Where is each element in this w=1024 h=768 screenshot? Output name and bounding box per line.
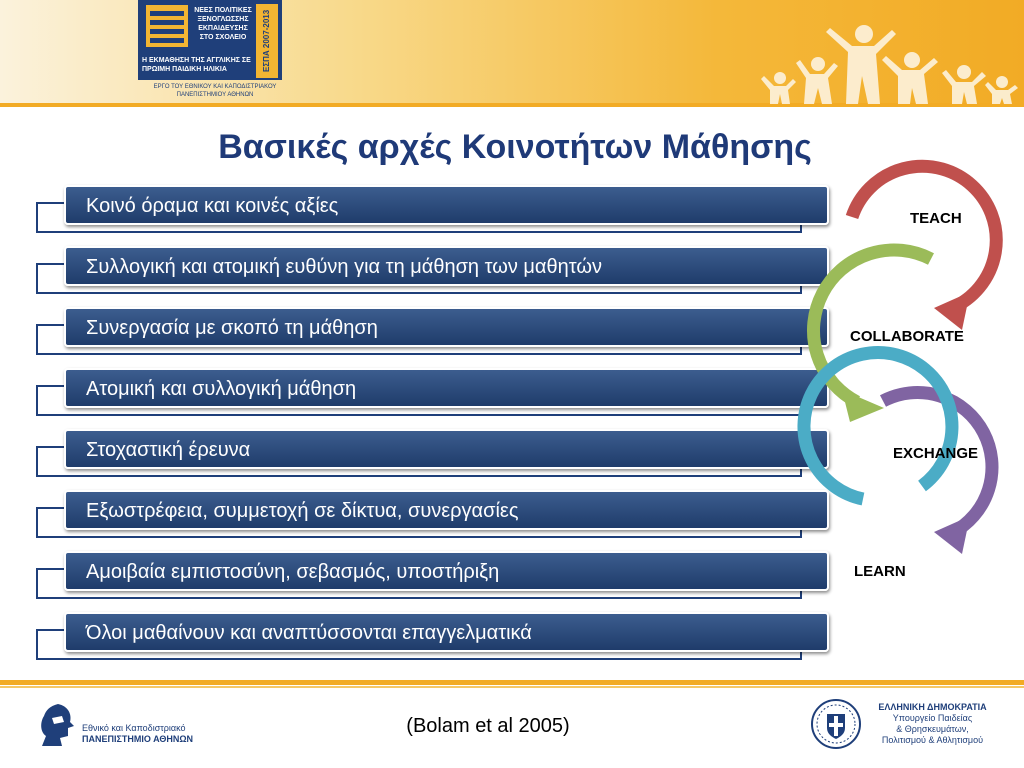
cycle-arc-learn <box>804 353 952 499</box>
government-line: ΕΛΛΗΝΙΚΗ ΔΗΜΟΚΡΑΤΙΑ <box>878 702 987 712</box>
cycle-arrowhead-collaborate <box>842 390 884 422</box>
list-item <box>36 368 802 416</box>
learning-cycle-diagram <box>790 130 1024 660</box>
list-item-label: Συλλογική και ατομική ευθύνη για τη μάθηση των μαθητών <box>86 256 602 278</box>
cycle-arrowhead-exchange <box>934 516 970 554</box>
list-item-pill <box>64 551 829 591</box>
list-item-pill <box>64 368 829 408</box>
program-caption <box>142 56 254 74</box>
espa-label: ΕΣΠΑ 2007-2013 <box>256 4 278 78</box>
footer-divider-thin <box>0 686 1024 688</box>
list-item-pill <box>64 490 829 530</box>
logo-line: ΝΕΕΣ ΠΟΛΙΤΙΚΕΣ <box>194 7 252 14</box>
program-subcaption <box>140 83 290 99</box>
footer-divider <box>0 680 1024 685</box>
subcaption-line: ΕΡΓΟ ΤΟΥ ΕΘΝΙΚΟΥ ΚΑΙ ΚΑΠΟΔΙΣΤΡΙΑΚΟΥ <box>153 84 277 90</box>
university-line: Εθνικό και Καποδιστριακό <box>82 723 186 733</box>
government-line: Υπουργείο Παιδείας <box>892 713 973 723</box>
athena-logo-icon <box>38 702 76 748</box>
list-item <box>36 429 802 477</box>
cycle-arc-teach <box>852 166 996 308</box>
list-item-label: Αμοιβαία εμπιστοσύνη, σεβασμός, υποστήριξη <box>86 561 500 583</box>
list-item <box>36 307 802 355</box>
list-item-pill <box>64 246 829 286</box>
caption-line: Η ΕΚΜΑΘΗΣΗ ΤΗΣ ΑΓΓΛΙΚΗΣ ΣΕ <box>142 57 251 64</box>
logo-line: ΞΕΝΟΓΛΩΣΣΗΣ <box>197 16 249 23</box>
greek-republic-seal-icon <box>810 698 862 750</box>
university-name <box>82 723 193 745</box>
list-item-label: Συνεργασία με σκοπό τη μάθηση <box>86 317 378 339</box>
cycle-label-teach: TEACH <box>910 210 962 227</box>
logo-line: ΣΤΟ ΣΧΟΛΕΙΟ <box>199 34 247 41</box>
list-item-label: Στοχαστική έρευνα <box>86 439 251 461</box>
caption-line: ΠΡΩΙΜΗ ΠΑΙΔΙΚΗ ΗΛΙΚΙΑ <box>142 66 227 73</box>
cycle-label-learn: LEARN <box>854 563 906 580</box>
cycle-arc-collaborate <box>813 250 931 402</box>
government-line: Πολιτισμού & Αθλητισμού <box>881 735 984 745</box>
book-emblem-icon <box>146 5 188 47</box>
government-line: & Θρησκευμάτων, <box>896 724 969 734</box>
subcaption-line: ΠΑΝΕΠΙΣΤΗΜΙΟΥ ΑΘΗΝΩΝ <box>176 92 254 98</box>
list-item <box>36 490 802 538</box>
list-item-label: Όλοι μαθαίνουν και αναπτύσσονται επαγγελματικά <box>86 622 532 644</box>
list-item-label: Εξωστρέφεια, συμμετοχή σε δίκτυα, συνεργασίες <box>86 500 519 522</box>
list-item <box>36 612 802 660</box>
list-item-pill <box>64 307 829 347</box>
list-item-label: Κοινό όραμα και κοινές αξίες <box>86 195 339 217</box>
list-item <box>36 246 802 294</box>
cycle-label-exchange: EXCHANGE <box>893 445 979 462</box>
cycle-label-collaborate: COLLABORATE <box>850 328 964 345</box>
page-title: Βασικές αρχές Κοινοτήτων Μάθησης <box>218 128 812 166</box>
list-item <box>36 551 802 599</box>
logo-line: ΕΚΠΑΙΔΕΥΣΗΣ <box>198 25 248 32</box>
list-item <box>36 185 802 233</box>
list-item-pill <box>64 185 829 225</box>
cycle-arrowhead-teach <box>934 292 970 330</box>
list-item-pill <box>64 429 829 469</box>
list-item-label: Ατομική και συλλογική μάθηση <box>86 378 357 400</box>
cycle-arcs <box>790 130 1024 660</box>
university-line: ΠΑΝΕΠΙΣΤΗΜΙΟ ΑΘΗΝΩΝ <box>82 734 194 744</box>
government-credit <box>870 702 995 746</box>
list-item-pill <box>64 612 829 652</box>
citation: (Bolam et al 2005) <box>406 715 570 737</box>
children-silhouettes-icon <box>760 20 1020 104</box>
program-logo-text <box>192 6 254 42</box>
